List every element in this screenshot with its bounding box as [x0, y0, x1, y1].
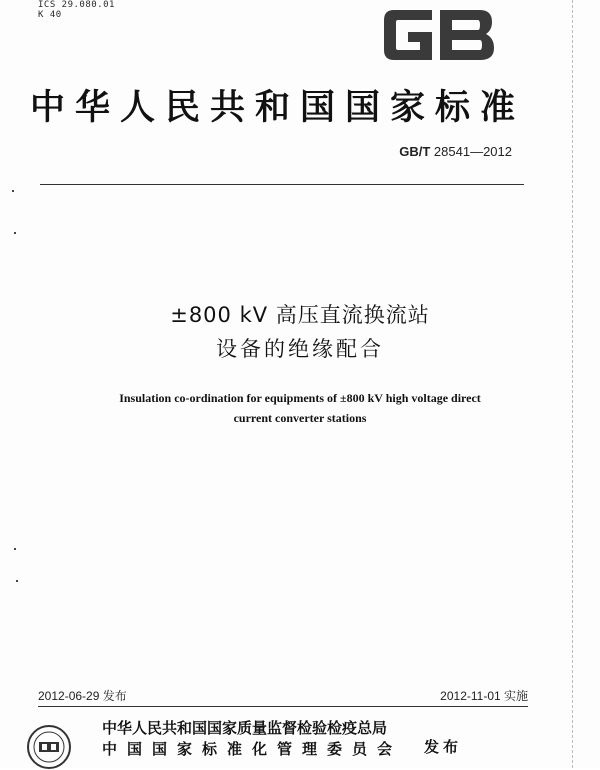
classification-codes	[38, 0, 115, 20]
date-row	[38, 687, 528, 703]
scan-speck	[14, 232, 16, 234]
issuing-authorities	[102, 718, 402, 760]
national-standard-title: 中华人民共和国国家标准	[30, 87, 526, 128]
ics-code: ICS 29.080.01	[38, 0, 115, 10]
scan-speck	[12, 190, 14, 192]
chinese-title	[0, 298, 600, 366]
standard-number	[399, 144, 512, 159]
english-title-line-1: Insulation co-ordination for equipments of ±800 kV high voltage direct	[119, 391, 481, 405]
implementation-date: 2012-11-01 实施	[440, 689, 528, 703]
ccs-code: K 40	[38, 10, 62, 20]
standard-code: 28541—2012	[433, 144, 512, 159]
issuer-aqsiq: 中华人民共和国国家质量监督检验检疫总局	[102, 719, 388, 737]
english-title	[0, 388, 600, 428]
english-title-line-2: current converter stations	[233, 411, 367, 425]
gb-logo-icon	[380, 4, 498, 66]
issuer-sac: 中国国家标准化管理委员会	[102, 740, 403, 758]
scan-speck	[14, 548, 16, 550]
header-divider	[40, 184, 524, 185]
publish-label: 发布	[424, 738, 463, 756]
standard-prefix: GB/T	[399, 144, 431, 159]
chinese-title-line-2: 设备的绝缘配合	[216, 337, 384, 361]
scan-speck	[16, 580, 18, 582]
scan-edge	[572, 0, 573, 768]
footer-divider	[38, 706, 528, 707]
issue-date: 2012-06-29 发布	[38, 689, 127, 703]
standards-seal-icon	[26, 724, 72, 770]
chinese-title-line-1: ±800 kV 高压直流换流站	[170, 303, 430, 327]
